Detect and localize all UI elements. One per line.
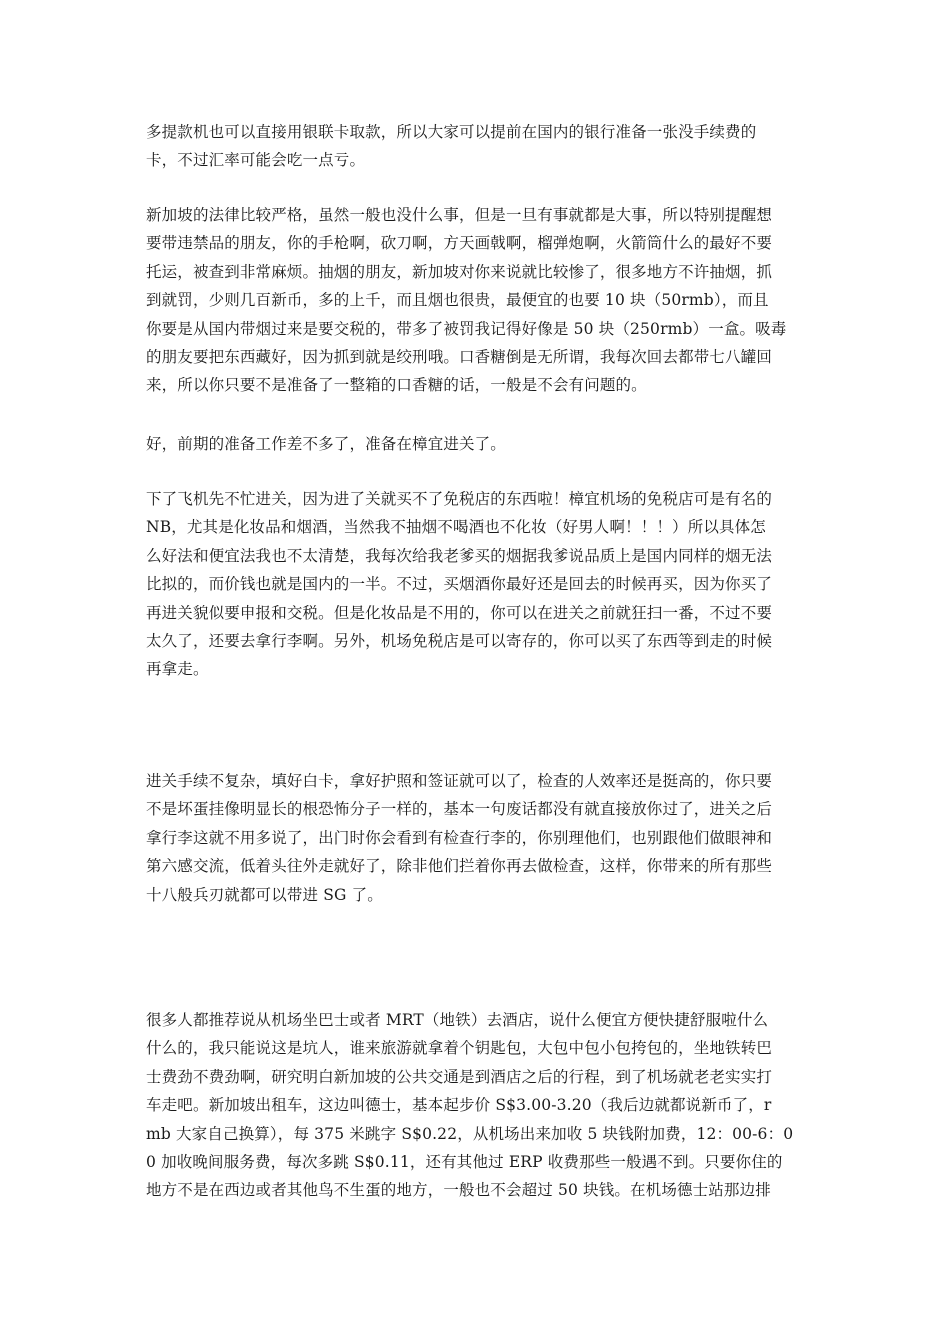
text-line: 新加坡的法律比较严格，虽然一般也没什么事，但是一旦有事就都是大事，所以特别提醒想 — [146, 206, 773, 224]
paragraph-duty-free — [146, 485, 811, 684]
text-line: 车走吧。新加坡出租车，这边叫德士，基本起步价 S$3.00-3.20（我后边就都说新币了，r — [146, 1096, 772, 1115]
text-line: 进关手续不复杂，填好白卡，拿好护照和签证就可以了，检查的人效率还是挺高的，你只要 — [146, 772, 773, 790]
paragraph-singapore-laws — [146, 201, 811, 400]
paragraph-preparation-done — [146, 430, 811, 458]
text-line: 拿行李这就不用多说了，出门时你会看到有检查行李的，你别理他们，也别跟他们做眼神和 — [146, 828, 773, 847]
text-line: 什么的，我只能说这是坑人，谁来旅游就拿着个钥匙包，大包中包小包挎包的，坐地铁转巴 — [146, 1039, 773, 1058]
text-line: 比拟的，而价钱也就是国内的一半。不过，买烟酒你最好还是回去的时候再买，因为你买了 — [146, 575, 773, 594]
text-line: 的朋友要把东西藏好，因为抓到就是绞刑哦。口香糖倒是无所谓，我每次回去都带七八罐回 — [146, 347, 773, 366]
text-line: 多提款机也可以直接用银联卡取款，所以大家可以提前在国内的银行准备一张没手续费的 — [146, 123, 757, 141]
text-line: NB，尤其是化妆品和烟酒，当然我不抽烟不喝酒也不化妆（好男人啊！！！）所以具体怎 — [146, 518, 766, 537]
text-line: 下了飞机先不忙进关，因为进了关就买不了免税店的东西啦！樟宜机场的免税店可是有名的 — [146, 490, 773, 508]
text-line: 太久了，还要去拿行李啊。另外，机场免税店是可以寄存的，你可以买了东西等到走的时候 — [146, 631, 773, 650]
text-line: 么好法和便宜法我也不太清楚，我每次给我老爹买的烟据我爹说品质上是国内同样的烟无法 — [146, 546, 773, 565]
text-line: 要带违禁品的朋友，你的手枪啊，砍刀啊，方天画戟啊，榴弹炮啊，火箭筒什么的最好不要 — [146, 234, 773, 253]
text-line: 十八般兵刃就都可以带进 SG 了。 — [146, 885, 383, 904]
text-line: mb 大家自己换算），每 375 米跳字 S$0.22，从机场出来加收 5 块钱附加费，12：00-6：0 — [146, 1124, 794, 1143]
text-line: 托运，被查到非常麻烦。抽烟的朋友，新加坡对你来说就比较惨了，很多地方不许抽烟，抓 — [146, 262, 773, 281]
paragraph-customs — [146, 767, 811, 909]
text-line: 第六感交流，低着头往外走就好了，除非他们拦着你再去做检查，这样，你带来的所有那些 — [146, 857, 773, 876]
paragraph-taxi — [146, 1006, 811, 1205]
paragraph-atm-unionpay — [146, 118, 811, 175]
text-line: 再进关貌似要申报和交税。但是化妆品是不用的，你可以在进关之前就狂扫一番，不过不要 — [146, 603, 773, 622]
text-line: 你要是从国内带烟过来是要交税的，带多了被罚我记得好像是 50 块（250rmb）一盒。吸毒 — [146, 319, 787, 338]
text-line: 到就罚，少则几百新币，多的上千，而且烟也很贵，最便宜的也要 10 块（50rmb），而且 — [146, 291, 769, 310]
text-line: 好，前期的准备工作差不多了，准备在樟宜进关了。 — [146, 435, 506, 453]
text-line: 卡，不过汇率可能会吃一点亏。 — [146, 151, 366, 170]
text-line: 不是坏蛋挂像明显长的根恐怖分子一样的，基本一句废话都没有就直接放你过了，进关之后 — [146, 800, 773, 819]
text-line: 再拿走。 — [146, 660, 209, 679]
text-line: 士费劲不费劲啊，研究明白新加坡的公共交通是到酒店之后的行程，到了机场就老老实实打 — [146, 1067, 773, 1086]
text-line: 来，所以你只要不是准备了一整箱的口香糖的话，一般是不会有问题的。 — [146, 376, 647, 395]
text-line: 0 加收晚间服务费，每次多跳 S$0.11，还有其他过 ERP 收费那些一般遇不到。只要你住的 — [146, 1152, 783, 1171]
text-line: 很多人都推荐说从机场坐巴士或者 MRT（地铁）去酒店，说什么便宜方便快捷舒服啦什么 — [146, 1011, 769, 1029]
text-line: 地方不是在西边或者其他鸟不生蛋的地方，一般也不会超过 50 块钱。在机场德士站那边排 — [146, 1181, 771, 1200]
